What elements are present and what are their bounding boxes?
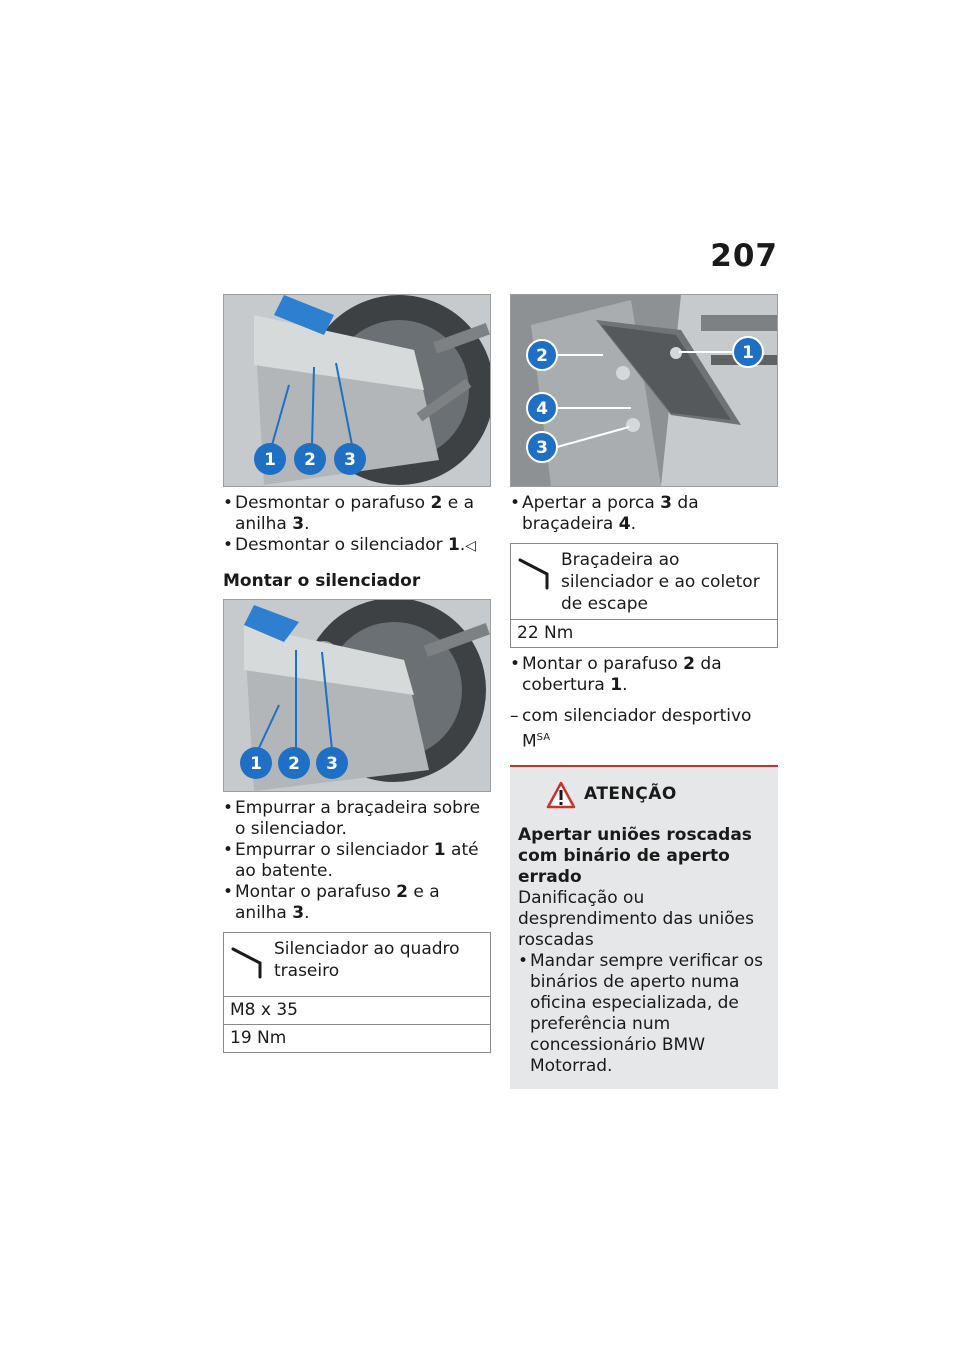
torque-wrench-icon [230, 943, 266, 979]
torque-spec-row: 22 Nm [517, 623, 574, 643]
svg-text:3: 3 [536, 438, 548, 458]
silencer-illustration-2 [224, 600, 490, 791]
warning-box [510, 765, 778, 1089]
svg-text:1: 1 [742, 343, 754, 363]
warning-subtitle: Apertar uniões roscadas com binário de aperto errado [518, 824, 752, 887]
warning-description: Danificação ou desprendimento das uniões roscadas [518, 887, 754, 950]
svg-text:1: 1 [250, 754, 262, 774]
step-remove-silencer: • Desmontar o silenciador 1.◁ [223, 535, 491, 557]
right-column [510, 294, 778, 1089]
end-of-section-icon: ◁ [465, 538, 477, 554]
cover-steps [510, 654, 778, 696]
torque-spec-row: M8 x 35 [224, 997, 490, 1025]
torque-spec-table [510, 543, 778, 648]
svg-text:2: 2 [288, 754, 300, 774]
option-code: SA [536, 732, 551, 743]
clamp-illustration [511, 295, 777, 486]
removal-steps [223, 493, 491, 557]
section-heading: Montar o silenciador [223, 571, 421, 591]
svg-text:1: 1 [264, 450, 276, 470]
torque-wrench-icon [517, 554, 553, 590]
svg-text:2: 2 [304, 450, 316, 470]
photo-clamp [510, 294, 778, 487]
torque-spec-table [223, 932, 491, 1053]
svg-text:3: 3 [326, 754, 338, 774]
step-remove-bolt: • Desmontar o parafuso 2 e a anilha 3. [223, 493, 491, 535]
torque-spec-row: 19 Nm [230, 1028, 287, 1048]
step-install-cover-bolt: • Montar o parafuso 2 da cobertura 1. [510, 654, 778, 696]
photo-remove-silencer [223, 294, 491, 487]
warning-title: ATENÇÃO [584, 784, 677, 805]
torque-spec-label: Braçadeira ao silenciador e ao coletor de escape [511, 544, 777, 620]
page-number: 207 [710, 238, 778, 274]
warning-header [546, 781, 770, 809]
installation-steps [223, 798, 491, 924]
step-push-silencer: • Empurrar o silenciador 1 até ao batente. [223, 840, 491, 882]
step-install-bolt: • Montar o parafuso 2 e a anilha 3. [223, 882, 491, 924]
step-tighten-nut: • Apertar a porca 3 da braçadeira 4. [510, 493, 778, 535]
warning-triangle-icon [546, 781, 576, 809]
photo-install-silencer [223, 599, 491, 792]
svg-text:3: 3 [344, 450, 356, 470]
left-column [223, 294, 491, 1053]
clamp-steps [510, 493, 778, 535]
svg-text:2: 2 [536, 346, 548, 366]
silencer-illustration-1 [224, 295, 490, 486]
option-condition: – com silenciador desportivo $M^{SA}$ [510, 706, 778, 753]
step-push-clamp: • Empurrar a braçadeira sobre o silenciador. [223, 798, 491, 840]
torque-spec-label: Silenciador ao quadro traseiro [224, 933, 490, 997]
warning-actions [518, 951, 770, 1077]
warning-action: • Mandar sempre verificar os binários de aperto numa oficina especializada, de preferência num concessionário BMW Motorrad. [518, 951, 770, 1077]
svg-text:4: 4 [536, 399, 548, 419]
